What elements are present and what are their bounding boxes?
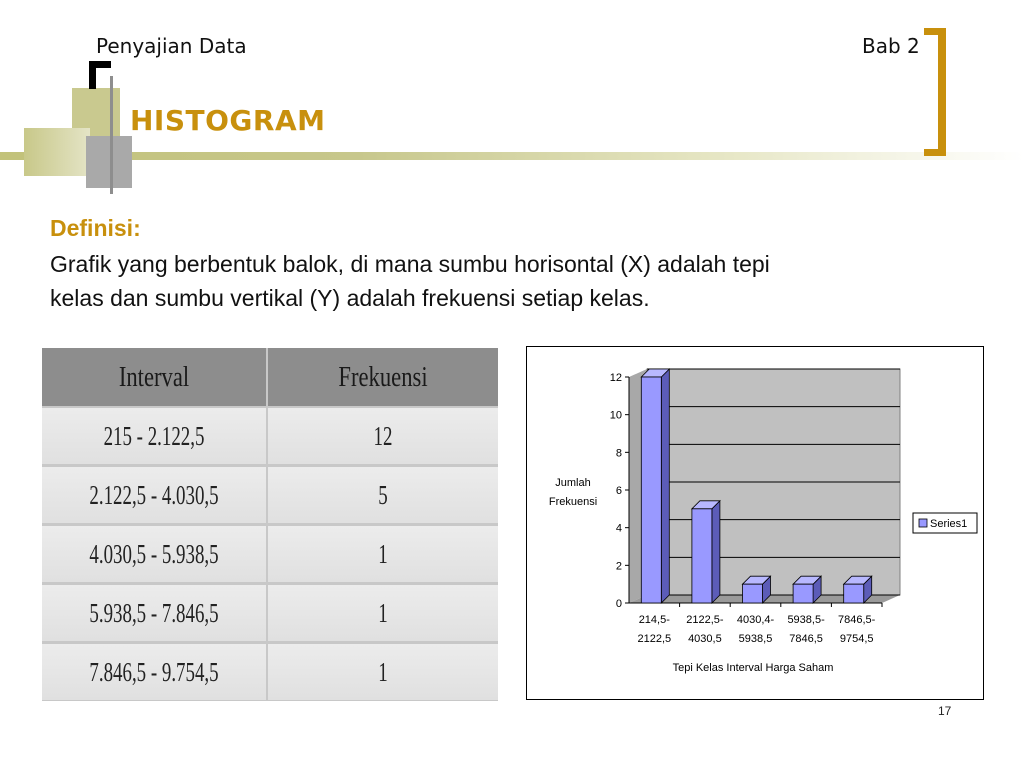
table-cell-frequency: 1: [378, 597, 388, 628]
bar: [692, 509, 712, 603]
y-tick-label: 0: [615, 598, 622, 610]
bar: [743, 584, 763, 603]
x-tick-label: 5938,5-: [787, 614, 825, 626]
header-divider-bar: [0, 152, 1024, 160]
x-tick-label: 7846,5: [789, 633, 823, 645]
table-cell-interval: 215 - 2.122,5: [103, 420, 205, 451]
right-bracket-bottom: [924, 149, 946, 156]
y-tick-label: 2: [615, 560, 622, 573]
x-tick-label: 7846,5-: [838, 614, 876, 626]
decorative-square-gray: [86, 136, 132, 188]
x-axis-title: Tepi Kelas Interval Harga Saham: [672, 662, 834, 674]
slide-title: HISTOGRAM: [130, 104, 326, 137]
y-tick-label: 10: [609, 409, 622, 422]
legend-swatch: [919, 519, 927, 527]
table-cell-interval: 5.938,5 - 7.846,5: [89, 597, 219, 628]
y-tick-label: 4: [615, 522, 622, 535]
y-axis-title-line-1: Jumlah: [555, 477, 591, 489]
table-cell-interval: 7.846,5 - 9.754,5: [89, 656, 219, 687]
table-cell-frequency: 5: [378, 479, 388, 510]
table-column-divider: [266, 348, 268, 701]
table-cell-frequency: 1: [378, 656, 388, 687]
table-header-frekuensi: Frekuensi: [338, 360, 428, 393]
bar: [793, 584, 813, 603]
y-tick-label: 8: [615, 447, 622, 460]
histogram-chart-svg: [527, 347, 983, 699]
table-cell-interval: 4.030,5 - 5.938,5: [89, 538, 219, 569]
table-cell-frequency: 12: [373, 420, 393, 451]
histogram-chart: [526, 346, 984, 700]
x-tick-label: 2122,5-: [686, 614, 724, 626]
x-tick-label: 214,5-: [638, 614, 670, 626]
y-tick-label: 12: [609, 372, 622, 384]
definition-heading: Definisi:: [50, 215, 141, 241]
left-bracket-top: [89, 61, 111, 68]
definition-text: [50, 247, 970, 315]
legend-label: Series1: [930, 518, 968, 530]
slide-number: 17: [938, 704, 952, 718]
definition-line-2: kelas dan sumbu vertikal (Y) adalah frekuensi setiap kelas.: [50, 285, 650, 311]
y-tick-label: 6: [615, 485, 622, 497]
y-axis-title-line-2: Frekuensi: [548, 496, 598, 508]
bar: [641, 377, 661, 603]
right-bracket: [938, 28, 946, 156]
right-bracket-top: [924, 28, 946, 35]
bar: [844, 584, 864, 603]
decorative-vertical-line: [110, 76, 113, 194]
decorative-square-light: [24, 128, 90, 176]
bar-side: [661, 369, 669, 603]
table-header-interval: Interval: [118, 360, 190, 393]
header-section-title: Penyajian Data: [96, 34, 247, 58]
x-tick-label: 4030,5: [688, 633, 722, 645]
x-tick-label: 2122,5: [637, 633, 672, 645]
bar-side: [712, 501, 720, 603]
definition-line-1: Grafik yang berbentuk balok, di mana sumbu horisontal (X) adalah tepi: [50, 251, 770, 277]
header-chapter: Bab 2: [862, 34, 920, 58]
frequency-table: [42, 348, 498, 701]
x-tick-label: 4030,4-: [736, 614, 775, 626]
table-cell-frequency: 1: [378, 538, 388, 569]
x-tick-label: 5938,5: [738, 633, 773, 645]
x-tick-label: 9754,5: [839, 633, 874, 645]
table-cell-interval: 2.122,5 - 4.030,5: [89, 479, 219, 510]
